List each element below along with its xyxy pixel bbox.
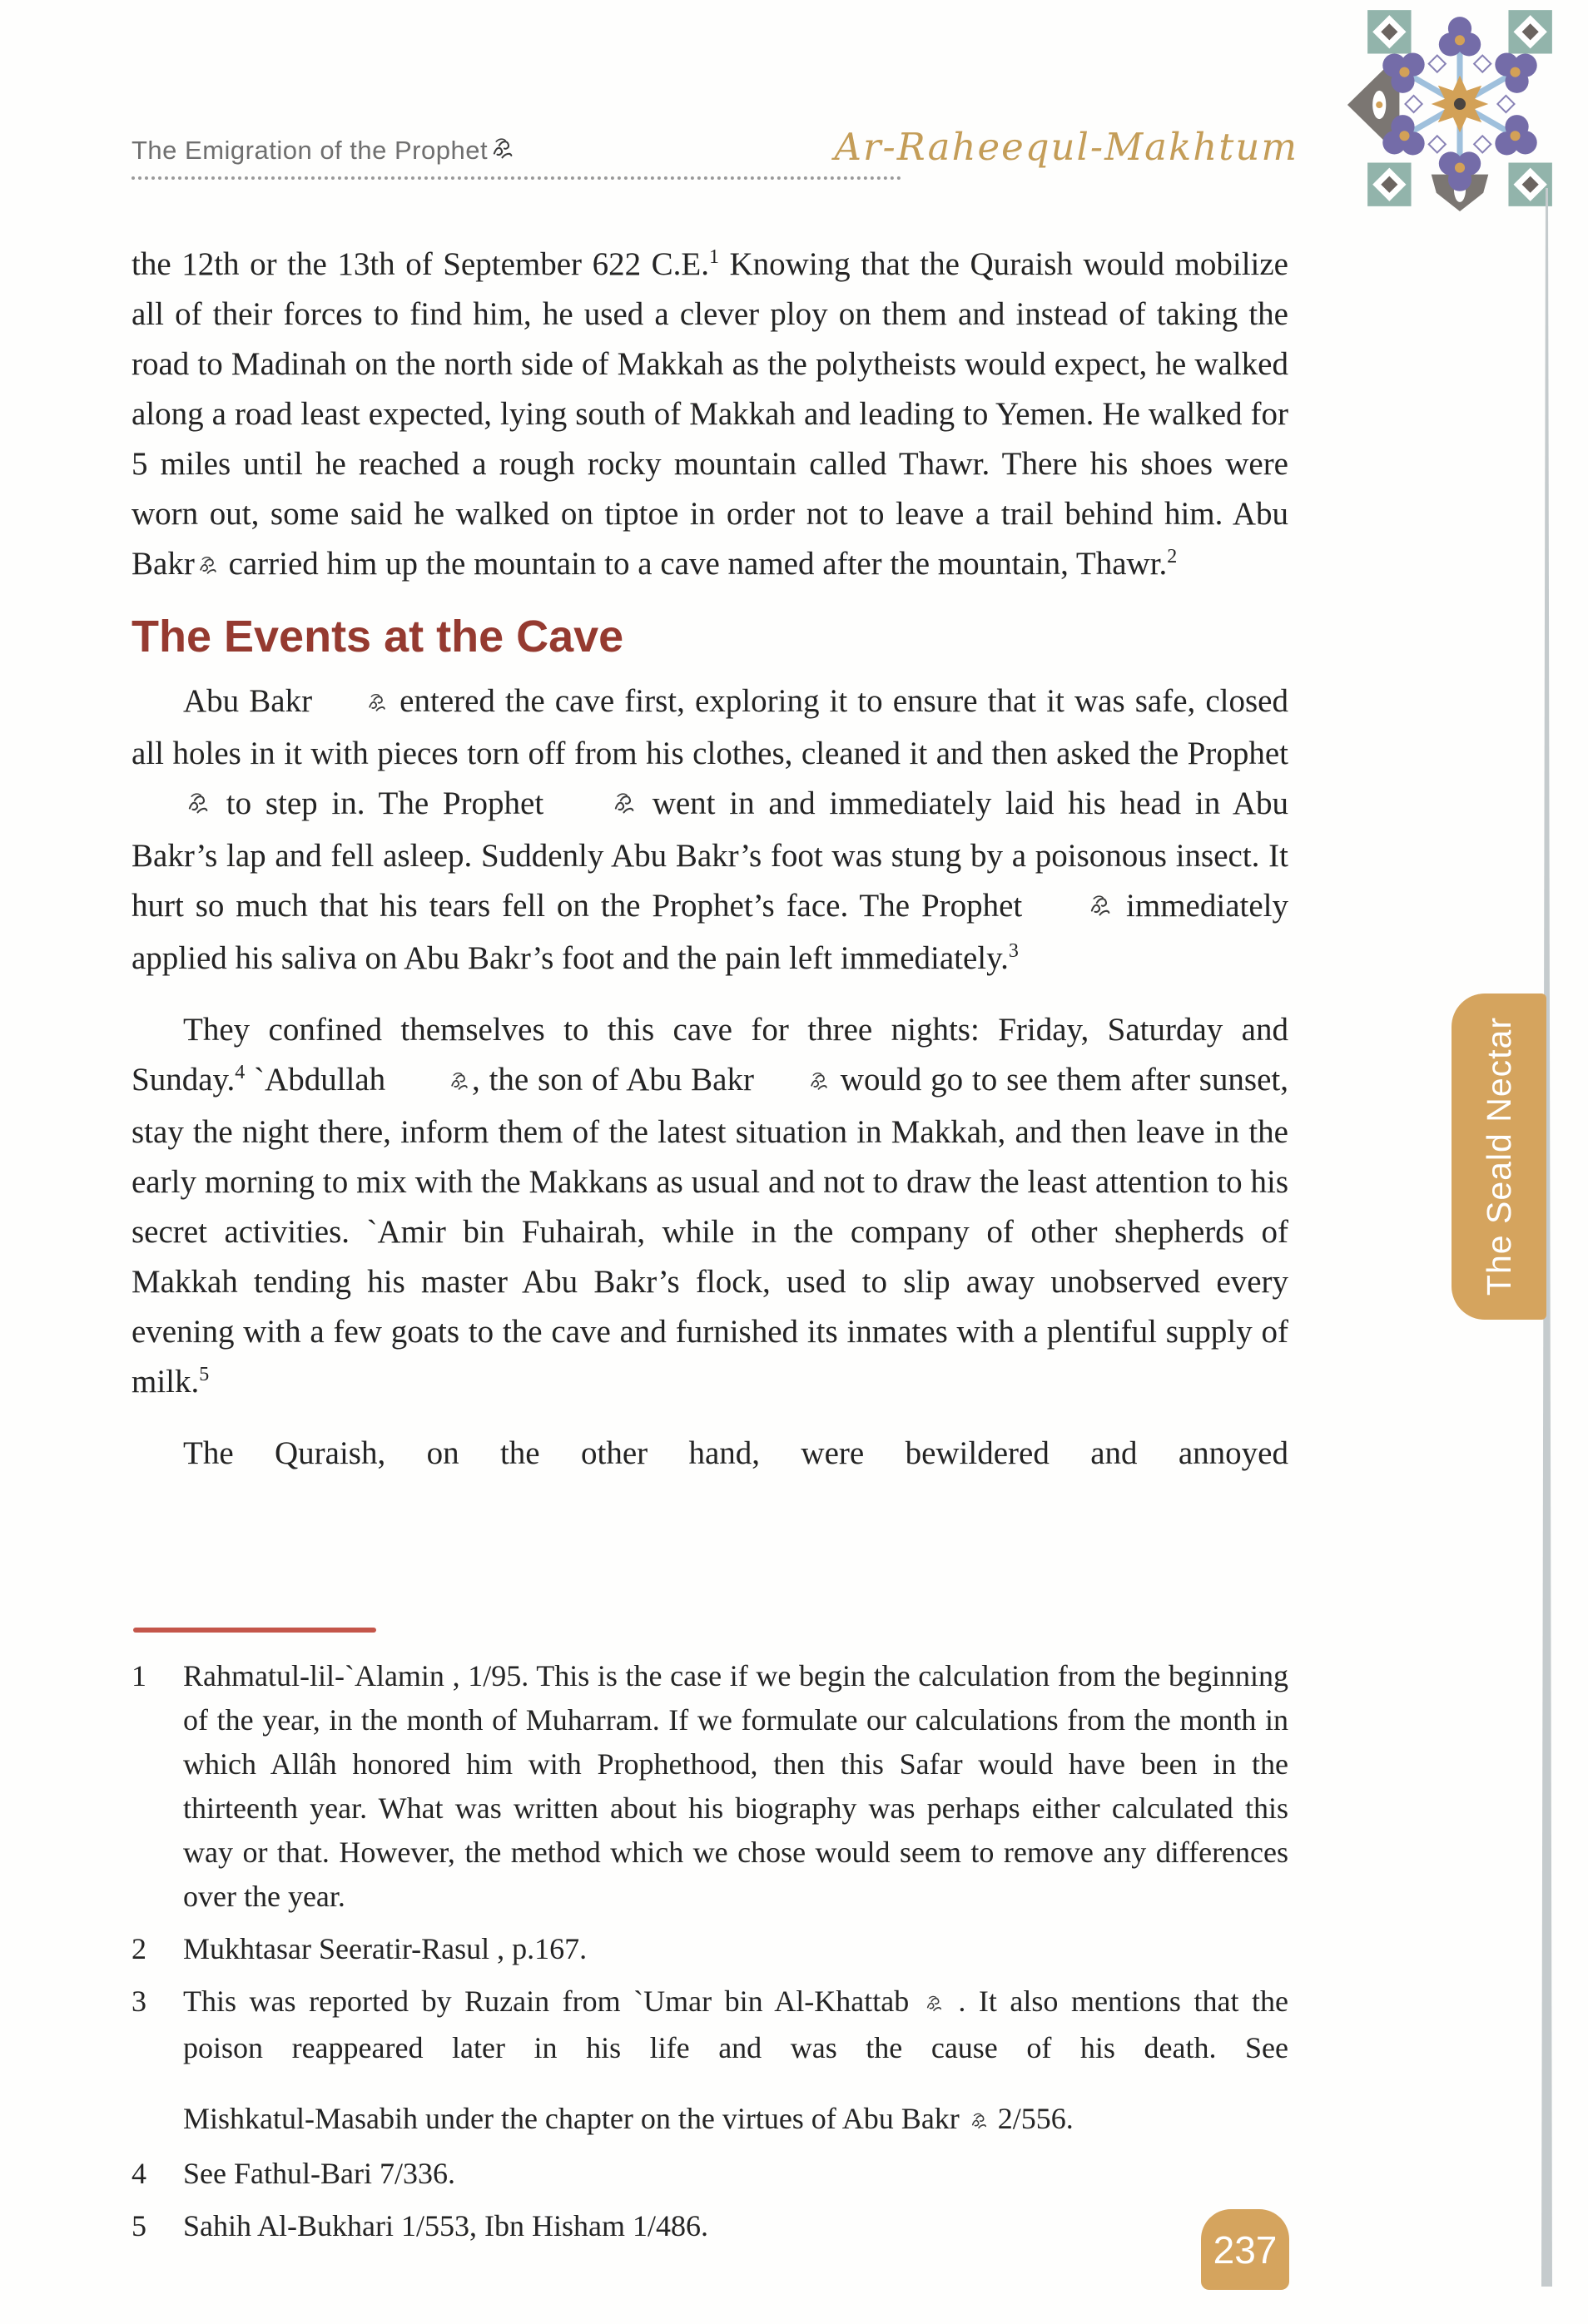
pbuh-honorific-icon xyxy=(560,781,636,831)
ra-honorific-icon xyxy=(757,1058,829,1107)
ra-honorific-icon xyxy=(315,679,387,729)
chapter-title-text: The Emigration of the Prophet xyxy=(132,136,489,165)
footnote-paragraph: Mishkatul-Masabih under the chapter on the virtues of Abu Bakr 2/556. xyxy=(183,2097,1288,2143)
footnote xyxy=(132,1654,1288,1919)
footnote-ref: 5 xyxy=(199,1364,210,1385)
body-text xyxy=(132,240,1288,1479)
footnote-paragraph: See Fathul-Bari 7/336. xyxy=(183,2157,455,2190)
footnote-ref: 2 xyxy=(1167,546,1178,567)
footnote-number: 5 xyxy=(132,2209,146,2242)
pbuh-honorific-icon xyxy=(134,781,210,831)
body-paragraph: the 12th or the 13th of September 622 C.E.$^1$ Knowing that the Quraish would mobilize all of their forces to find him, he used a clever ploy on them and instead of taking the road to Madinah on the north side of Makkah as the polytheists would expect, he walked along a road least expected, lying south of Makkah and leading to Yemen. He walked for 5 miles until he reached a rough rocky mountain called Thawr. There his shoes were worn out, some said he walked on tiptoe in order not to leave a trail behind him. Abu Bakr carried him up the mountain to a cave named after the mountain, Thawr.$^2$ xyxy=(132,240,1288,592)
footnote-text xyxy=(183,2152,1288,2196)
footnote-paragraph: Mukhtasar Seeratir-Rasul , p.167. xyxy=(183,1932,588,1965)
footnote xyxy=(132,1927,1288,1971)
ra-honorific-icon xyxy=(925,1982,943,2026)
book-title-script: Ar-Raheequl-Makhtum xyxy=(834,125,1298,169)
page-number-badge xyxy=(1201,2209,1289,2290)
footnote-number: 2 xyxy=(132,1932,146,1965)
page-number: 237 xyxy=(1213,2227,1278,2272)
footnote-number: 4 xyxy=(132,2157,146,2190)
footnote xyxy=(132,2152,1288,2196)
footnote xyxy=(132,1980,1288,2143)
footnotes-section xyxy=(132,1628,1288,2257)
footnote-ref: 1 xyxy=(708,246,719,268)
body-paragraph: The Quraish, on the other hand, were bewildered and annoyed xyxy=(183,1435,1288,1471)
footnote-text xyxy=(183,1980,1288,2143)
footnote-text xyxy=(183,2204,1288,2248)
header-dotted-rule xyxy=(132,171,901,180)
footnote-number: 1 xyxy=(132,1659,146,1692)
footnote-paragraph: Rahmatul-lil-`Alamin , 1/95. This is the case if we begin the calculation from the beginning of the year, in the month of Muharram. If we formulate our calculations from the month in which Allâh honored him with Prophethood, then this Safar would have been in the thirteenth year. What was written about his biography was perhaps either calculated this way or that. However, the method which we chose would seem to remove any differences over the year. xyxy=(183,1659,1288,1913)
side-tab-seald-nectar xyxy=(1452,994,1546,1320)
footnote-text xyxy=(183,1654,1288,1919)
footnote-ref: 4 xyxy=(235,1062,246,1083)
footnote-number: 3 xyxy=(132,1985,146,2018)
ra-honorific-icon xyxy=(397,1058,469,1107)
pbuh-honorific-icon xyxy=(1036,884,1112,934)
ra-honorific-icon xyxy=(197,542,218,592)
footnotes-list xyxy=(132,1654,1288,2248)
footnote-ref: 3 xyxy=(1008,940,1019,962)
footnote-paragraph: This was reported by Ruzain from `Umar bin Al-Khattab . It also mentions that the poison reappeared later in his life and was the cause of his death. See xyxy=(183,1980,1288,2070)
section-heading: The Events at the Cave xyxy=(132,612,624,662)
islamic-ornament-icon xyxy=(1342,3,1578,213)
footnote xyxy=(132,2204,1288,2248)
body-paragraph: Abu Bakr entered the cave first, exploring it to ensure that it was safe, closed all holes in it with pieces torn off from his clothes, cleaned it and then asked the Prophet to step in. The Prophet went in and immediately laid his head in Abu Bakr’s lap and fell asleep. Suddenly Abu Bakr’s foot was stung by a poisonous insect. It hurt so much that his tears fell on the Prophet’s face. The Prophet immediately applied his saliva on Abu Bakr’s foot and the pain left immediately.$^3$ xyxy=(132,676,1288,984)
ra-honorific-icon xyxy=(970,2099,988,2143)
side-tab-label: The Seald Nectar xyxy=(1479,1017,1518,1296)
footnote-rule xyxy=(133,1628,376,1633)
body-paragraph: They confined themselves to this cave for three nights: Friday, Saturday and Sunday.$^4$ `Abdullah , the son of Abu Bakr would go to see them after sunset, stay the night there, inform them of the latest situation in Makkah, and then leave in the early morning to mix with the Makkans as usual and not to draw the least attention to his secret activities. `Amir bin Fuhairah, while in the company of other shepherds of Makkah tending his master Abu Bakr’s flock, used to slip away unobserved every evening with a few goats to the cave and furnished its inmates with a plentiful supply of milk.$^5$ xyxy=(132,1012,1289,1400)
footnote-text xyxy=(183,1927,1288,1971)
footnote-paragraph: Sahih Al-Bukhari 1/553, Ibn Hisham 1/486. xyxy=(183,2209,708,2242)
